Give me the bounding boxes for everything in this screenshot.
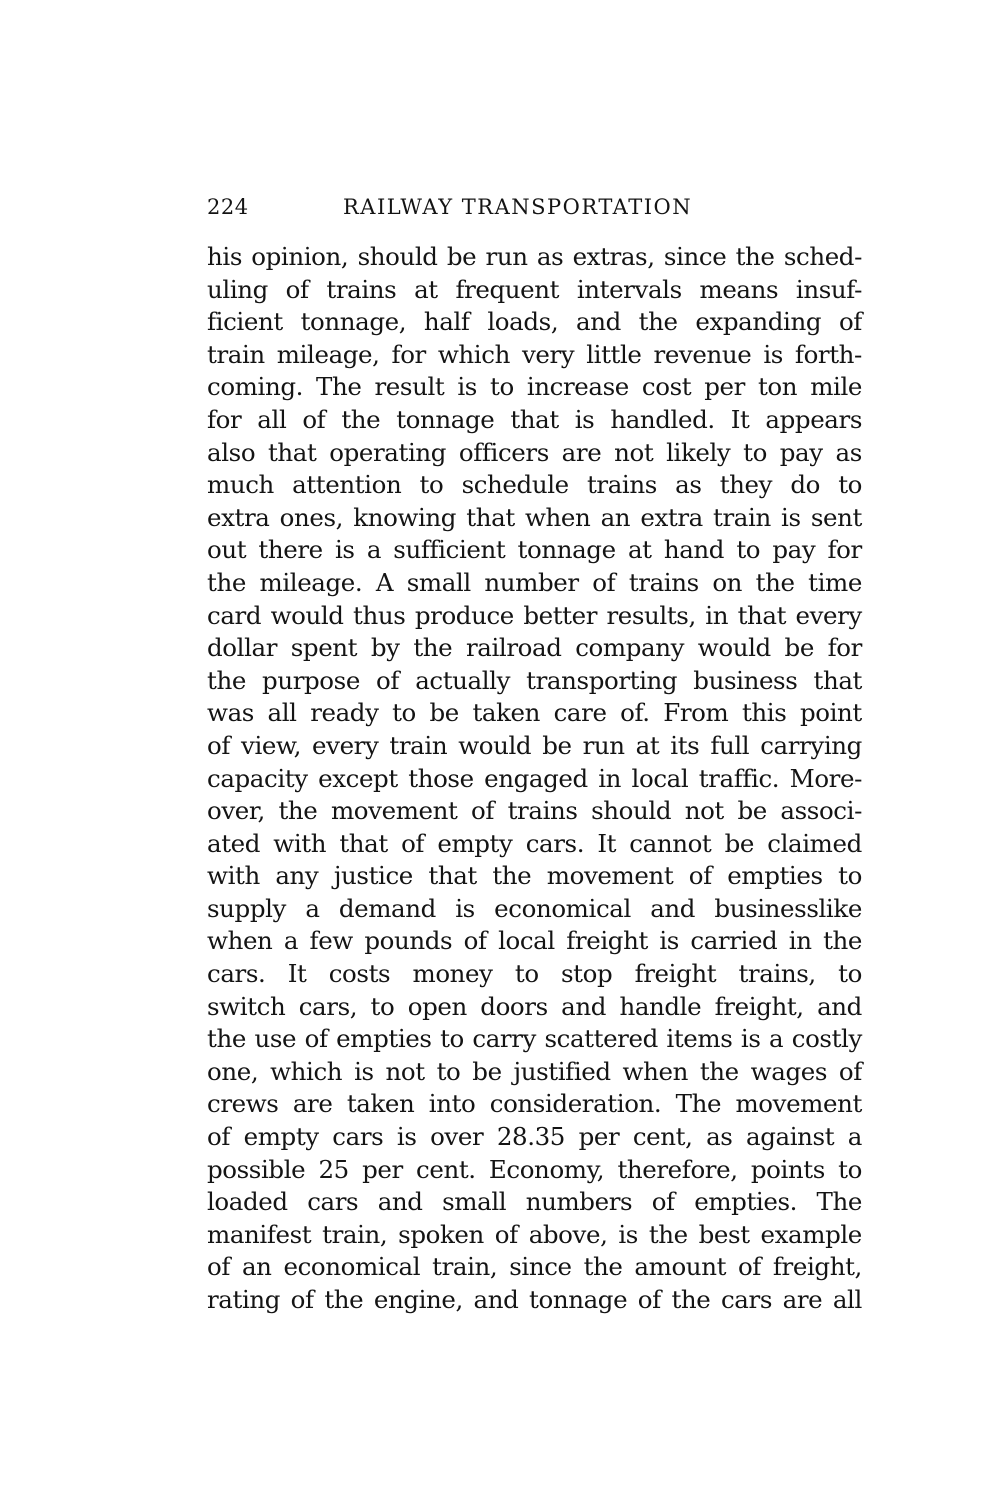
text-line: for all of the tonnage that is handled. It appears [207,404,862,434]
text-line: uling of trains at frequent intervals means insuf- [207,274,862,304]
text-line: of an economical train, since the amount of freight, [207,1252,862,1282]
text-line: card would thus produce better results, in that every [207,600,862,630]
text-line: cars. It costs money to stop freight trains, to [207,959,862,989]
text-line: capacity except those engaged in local traffic. More- [207,763,862,793]
text-line: coming. The result is to increase cost per ton mile [207,372,862,402]
text-line: possible 25 per cent. Economy, therefore, points to [207,1154,862,1184]
text-line: the use of empties to carry scattered items is a costly [207,1024,862,1054]
text-line: switch cars, to open doors and handle freight, and [207,991,862,1021]
running-title: RAILWAY TRANSPORTATION [343,195,693,219]
text-line: loaded cars and small numbers of empties. The [207,1187,862,1217]
text-line: when a few pounds of local freight is carried in the [207,926,862,956]
text-line: manifest train, spoken of above, is the best example [207,1219,862,1249]
running-head [207,190,862,224]
text-line: the mileage. A small number of trains on the time [207,567,862,597]
text-line: his opinion, should be run as extras, since the sched- [207,242,862,271]
text-line: over, the movement of trains should not be associ- [207,796,862,826]
text-line: of empty cars is over 28.35 per cent, as against a [207,1122,862,1152]
text-line: extra ones, knowing that when an extra train is sent [207,502,862,532]
text-line: out there is a sufficient tonnage at hand to pay for [207,535,862,565]
text-line: one, which is not to be justified when the wages of [207,1056,862,1086]
text-line: with any justice that the movement of empties to [207,861,862,891]
text-line: of view, every train would be run at its full carrying [207,730,862,760]
page-number: 224 [207,195,249,219]
body-text [207,241,862,1317]
text-line: crews are taken into consideration. The movement [207,1089,862,1119]
text-line: train mileage, for which very little revenue is forth- [207,339,862,369]
text-line: rating of the engine, and tonnage of the cars are all [207,1285,862,1314]
text-line: ated with that of empty cars. It cannot be claimed [207,828,862,858]
text-line: also that operating officers are not likely to pay as [207,437,862,467]
text-line: supply a demand is economical and businesslike [207,893,862,923]
text-line: dollar spent by the railroad company would be for [207,633,862,663]
text-line: ficient tonnage, half loads, and the expanding of [207,307,862,337]
text-line: much attention to schedule trains as they do to [207,470,862,500]
text-line: was all ready to be taken care of. From this point [207,698,862,728]
text-line: the purpose of actually transporting business that [207,665,862,695]
